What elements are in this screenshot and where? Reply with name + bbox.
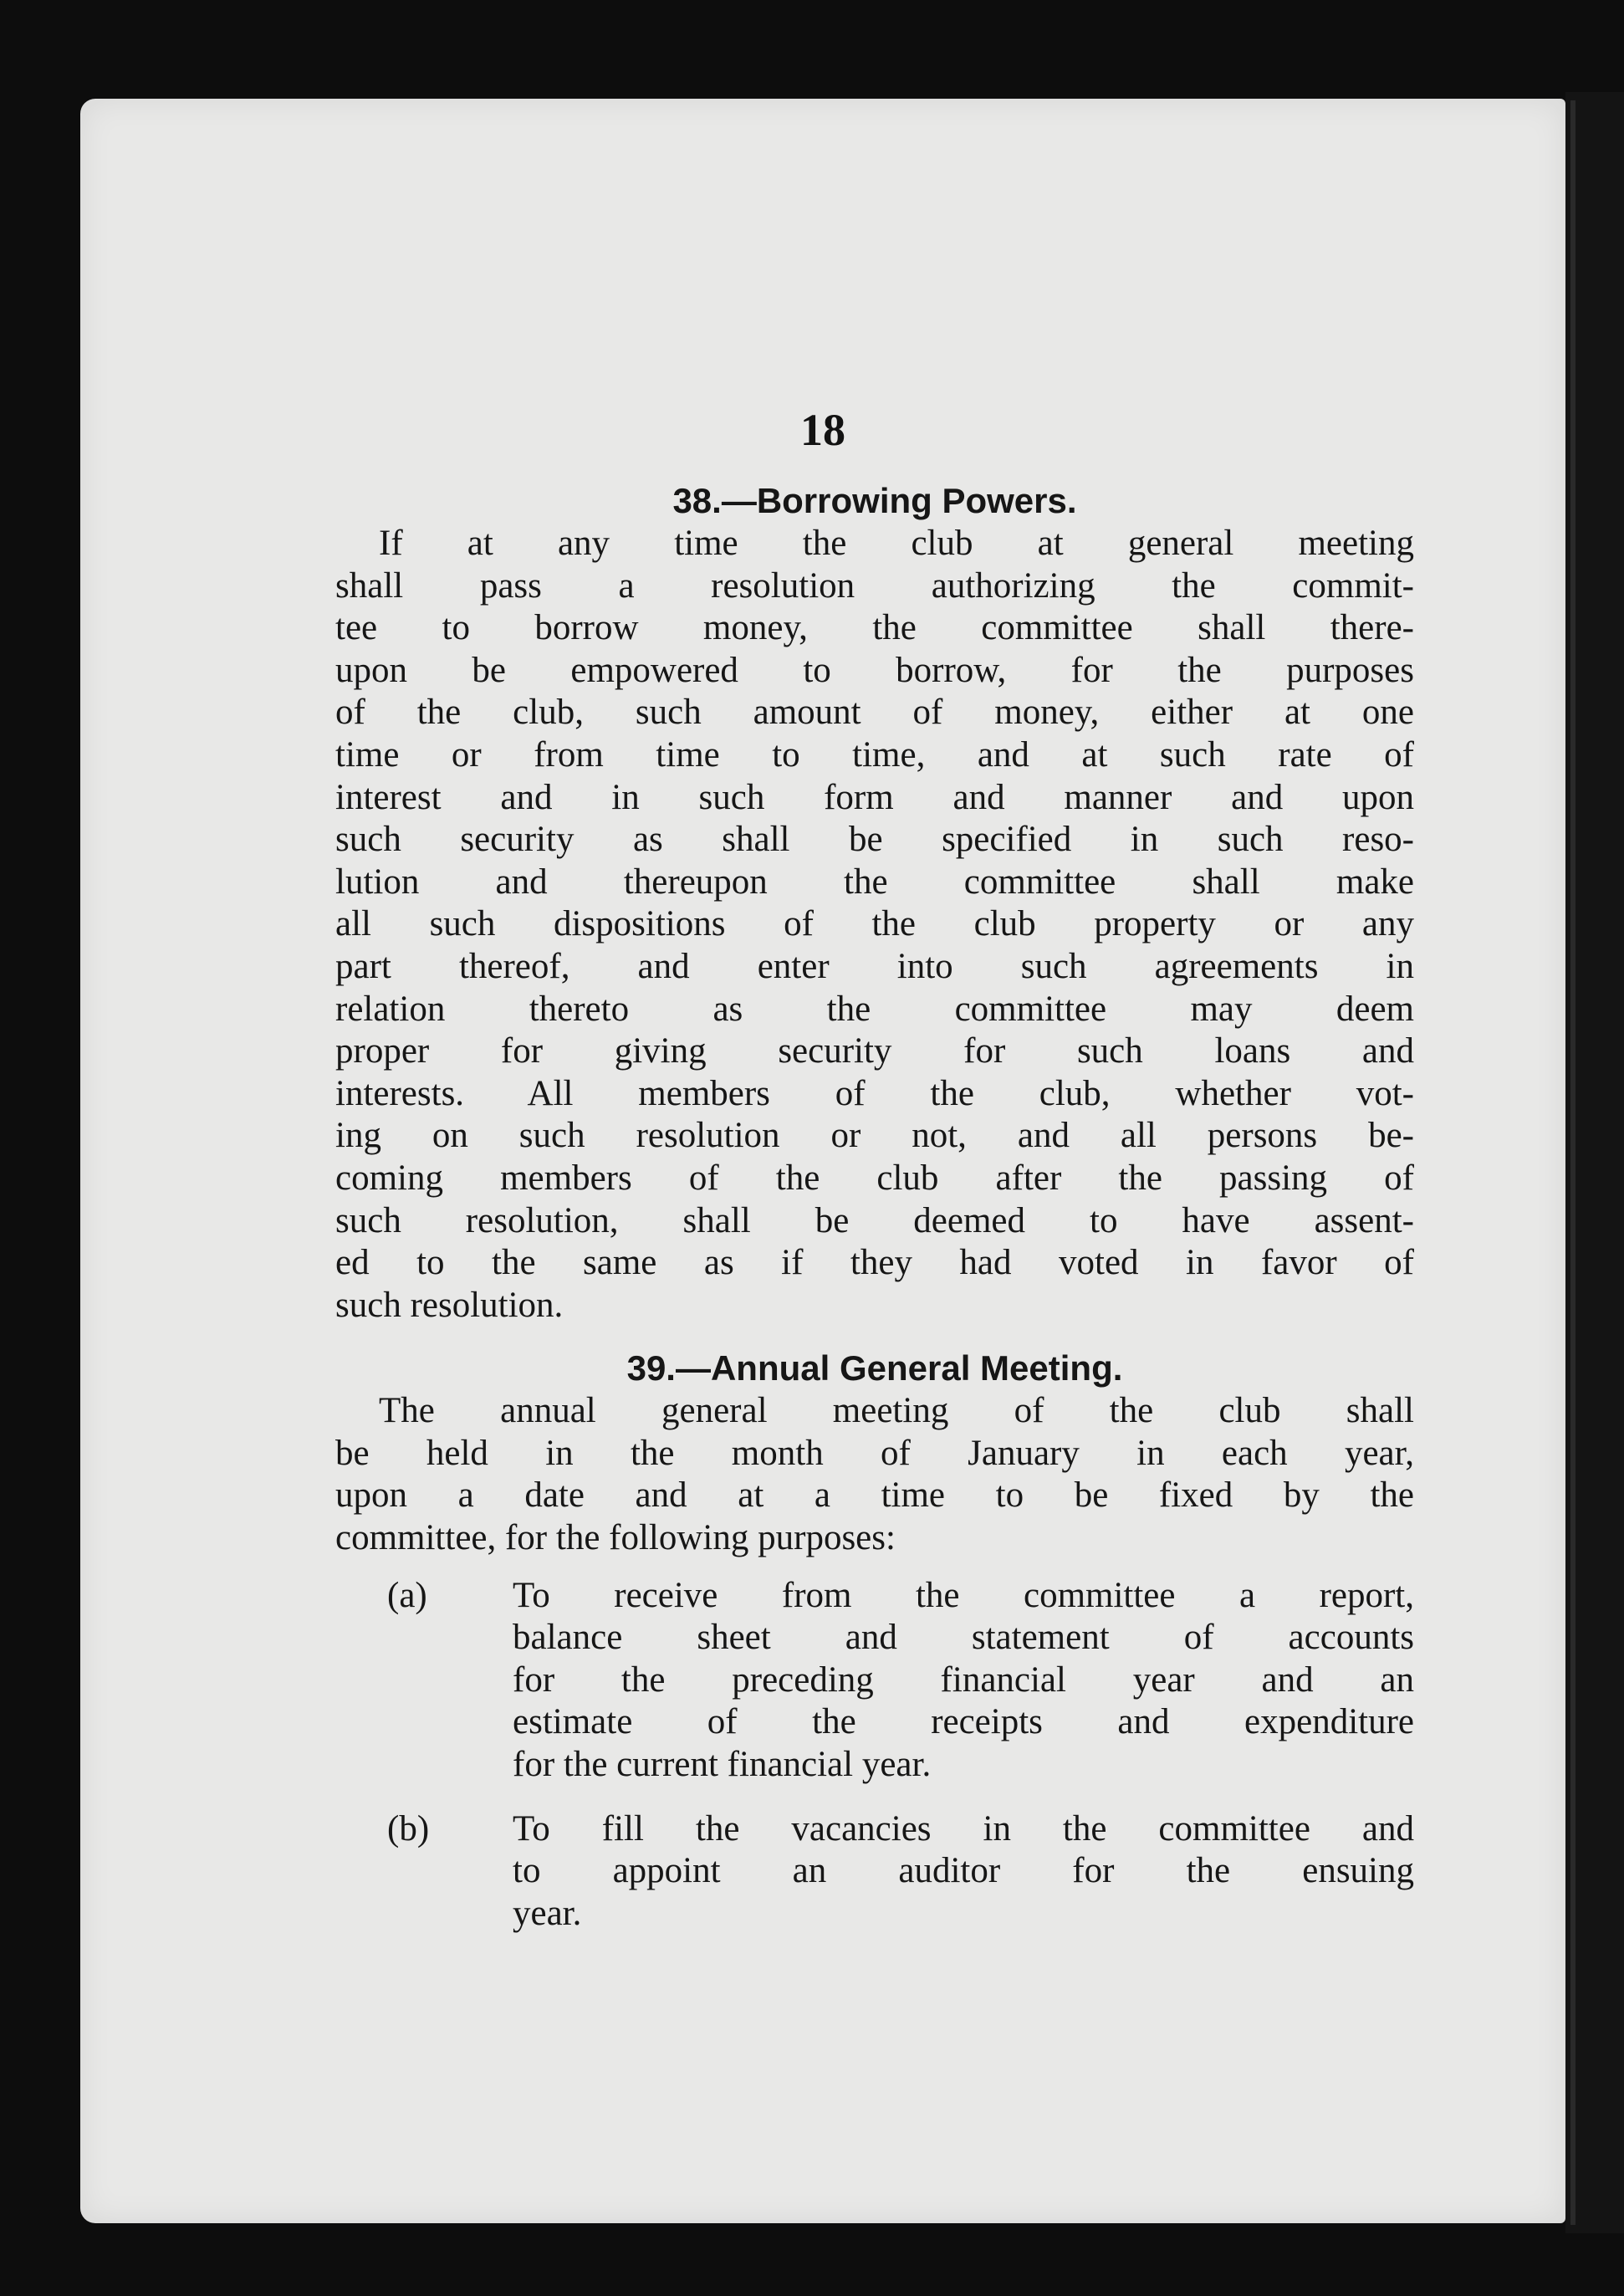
text-line: If at any time the club at general meeting — [379, 524, 1414, 563]
text-line: be held in the month of January in each year, — [335, 1433, 1414, 1473]
text-line: ing on such resolution or not, and all persons be- — [335, 1116, 1414, 1156]
text-line: all such dispositions of the club property or any — [335, 904, 1414, 944]
page-number: 18 — [800, 405, 845, 455]
text-line: committee, for the following purposes: — [335, 1518, 896, 1558]
list-item-marker: (a) — [387, 1575, 427, 1615]
text-line: such resolution. — [335, 1285, 564, 1325]
section-body-annual-general-meeting — [335, 1390, 1414, 1935]
text-line: proper for giving security for such loans and — [335, 1031, 1414, 1071]
text-line: To fill the vacancies in the committee and — [513, 1808, 1414, 1849]
section-heading-annual-general-meeting: 39.—Annual General Meeting. — [626, 1348, 1123, 1388]
text-line: interests. All members of the club, whether vot- — [335, 1073, 1414, 1113]
text-line: estimate of the receipts and expenditure — [513, 1702, 1414, 1742]
text-line: part thereof, and enter into such agreements in — [335, 946, 1414, 986]
page-text — [335, 479, 1414, 1935]
list-item-text — [513, 1808, 1414, 1935]
text-line: To receive from the committee a report, — [513, 1575, 1414, 1615]
text-line: tee to borrow money, the committee shall there- — [335, 608, 1414, 648]
list-item-b — [335, 1808, 1414, 1935]
text-line: of the club, such amount of money, either at one — [335, 693, 1414, 733]
list-item-marker: (b) — [387, 1808, 430, 1849]
book-page — [80, 99, 1565, 2223]
text-line: balance sheet and statement of accounts — [513, 1618, 1414, 1658]
list-item-text — [513, 1575, 1414, 1787]
text-line: lution and thereupon the committee shall make — [335, 862, 1414, 902]
text-line: to appoint an auditor for the ensuing — [513, 1851, 1414, 1891]
list-item-a — [335, 1575, 1414, 1787]
text-line: time or from time to time, and at such rate of — [335, 734, 1414, 775]
text-line: for the preceding financial year and an — [513, 1659, 1414, 1700]
text-line: such security as shall be specified in such reso- — [335, 820, 1414, 860]
text-line: such resolution, shall be deemed to have assent- — [335, 1200, 1414, 1240]
text-line: year. — [513, 1893, 582, 1933]
text-line: coming members of the club after the passing of — [335, 1158, 1414, 1198]
section-heading-borrowing-powers: 38.—Borrowing Powers. — [672, 481, 1077, 520]
text-line: ed to the same as if they had voted in favor of — [335, 1243, 1414, 1283]
text-line: The annual general meeting of the club shall — [379, 1391, 1414, 1431]
text-line: upon a date and at a time to be fixed by the — [335, 1475, 1414, 1516]
text-line: interest and in such form and manner and upon — [335, 777, 1414, 817]
page-edge-line — [1570, 100, 1575, 2225]
text-line: relation thereto as the committee may deem — [335, 989, 1414, 1029]
text-line: shall pass a resolution authorizing the commit- — [335, 565, 1414, 606]
section-body-borrowing-powers — [335, 523, 1414, 1327]
text-line: upon be empowered to borrow, for the purposes — [335, 650, 1414, 690]
text-line: for the current financial year. — [513, 1745, 932, 1785]
